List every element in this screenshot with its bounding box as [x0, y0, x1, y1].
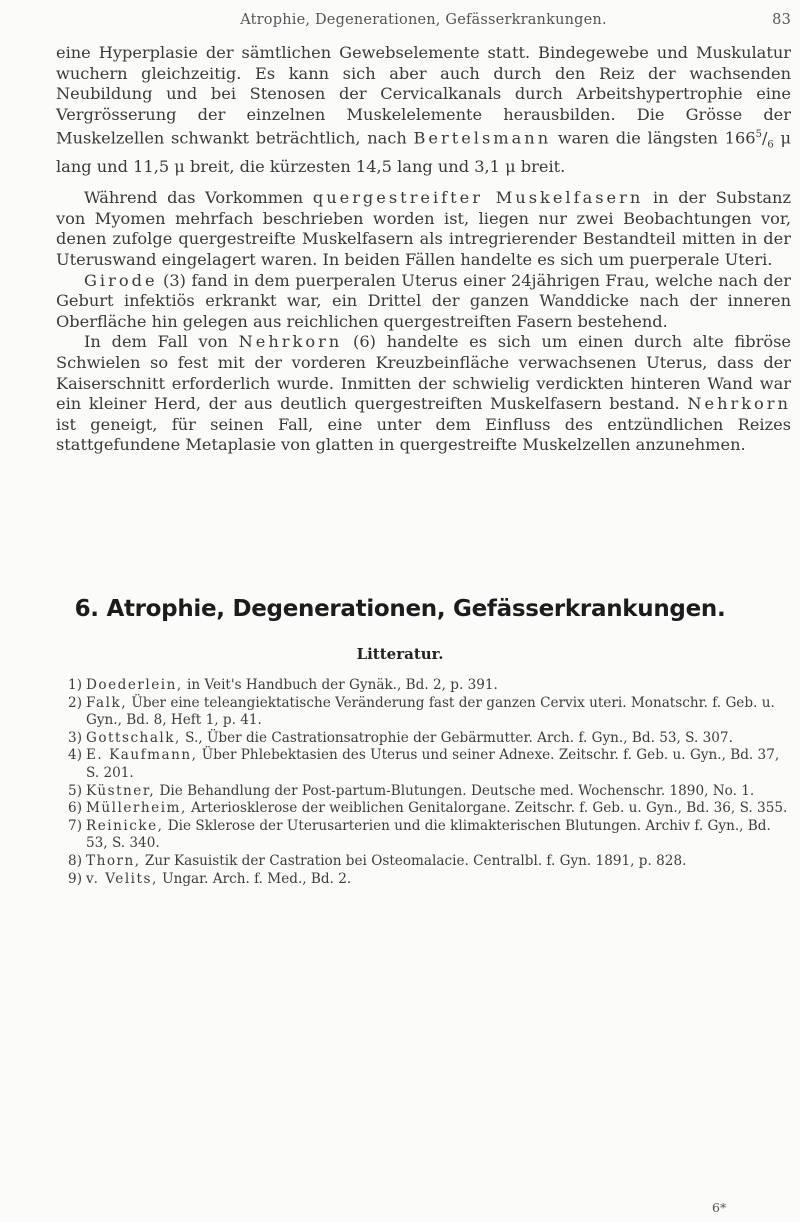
- paragraph-3: Girode (3) fand in dem puerperalen Uterus einer 24jährigen Frau, welche nach der Geburt infektiös erkrankt war, ein Drittel der ganzen Wanddicke nach der inneren Oberfläche hin gelegen aus reichlichen quergestreiften Fasern bestehend.: [56, 270, 791, 331]
- author-name: Nehrkorn: [687, 394, 791, 414]
- running-header: [56, 12, 791, 34]
- body-text: [56, 43, 791, 456]
- reference-item: 2) Falk, Über eine teleangiektatische Veränderung fast der ganzen Cervix uteri. Monatschr. f. Geb. u. Gyn., Bd. 8, Heft 1, p. 41.: [68, 694, 775, 729]
- reference-item: 5) Küstner, Die Behandlung der Post-partum-Blutungen. Deutsche med. Wochenschr. 1890, No. 1.: [68, 782, 755, 799]
- signature-mark: 6*: [712, 1200, 727, 1215]
- reference-item: 4) E. Kaufmann, Über Phlebektasien des Uterus und seiner Adnexe. Zeitschr. f. Geb. u. Gyn., Bd. 37, S. 201.: [68, 747, 780, 781]
- reference-item: 1) Doederlein, in Veit's Handbuch der Gynäk., Bd. 2, p. 391.: [68, 677, 498, 693]
- literature-heading: Litteratur.: [356, 645, 444, 663]
- section-heading: 6. Atrophie, Degenerationen, Gefässerkrankungen.: [74, 596, 726, 622]
- paragraph-4: In dem Fall von Nehrkorn (6) handelte es sich um einen durch alte fibröse Schwielen so fest mit der vorderen Kreuzbeinfläche verwachsenen Uterus, dass der Kaiserschnitt erforderlich wurde. Inmitten der schwielig verdickten hinteren Wand war ein kleiner Herd, der aus deutlich quergestreiften Muskelfasern bestand. Nehrkorn ist geneigt, für seinen Fall, eine unter dem Einfluss des entzündlichen Reizes stattgefundene Metaplasie von glatten in quergestreifte Muskelzellen anzunehmen.: [56, 332, 791, 455]
- reference-item: 6) Müllerheim, Arteriosklerose der weiblichen Genitalorgane. Zeitschr. f. Geb. u. Gyn., Bd. 36, S. 355.: [68, 800, 788, 817]
- reference-item: 8) Thorn, Zur Kasuistik der Castration bei Osteomalacie. Centralbl. f. Gyn. 1891, p. 828.: [68, 852, 687, 869]
- running-title: Atrophie, Degenerationen, Gefässerkrankungen.: [240, 12, 607, 28]
- author-name: Girode: [84, 270, 158, 290]
- emphasized-term: quergestreifter Muskelfasern: [312, 188, 644, 208]
- paragraph-2: Während das Vorkommen quergestreifter Muskelfasern in der Substanz von Myomen mehrfach beschrieben worden ist, liegen nur zwei Beobachtungen vor, denen zufolge quergestreifte Muskelfasern als intregrierender Bestandteil mitten in der Uteruswand eingelagert waren. In beiden Fällen handelte es sich um puerperale Uteri.: [56, 188, 791, 269]
- reference-item: 9) v. Velits, Ungar. Arch. f. Med., Bd. 2.: [68, 870, 352, 887]
- paragraph-1: eine Hyperplasie der sämtlichen Gewebselemente statt. Bindegewebe und Muskulatur wuchern gleichzeitig. Es kann sich aber auch durch den Reiz der wachsenden Neubildung und bei Stenosen der Cervicalkanals durch Arbeitshypertrophie eine Vergrösserung der einzelnen Muskelelemente herausbilden. Die Grösse der Muskelzellen schwankt beträchtlich, nach Bertelsmann waren die längsten $166^5/_6$ μ lang und 11,5 μ breit, die kürzesten 14,5 lang und 3,1 μ breit.: [56, 43, 791, 176]
- author-name: Nehrkorn: [238, 332, 343, 352]
- author-name: Bertelsmann: [413, 128, 552, 148]
- reference-item: 3) Gottschalk, S., Über die Castrationsatrophie der Gebärmutter. Arch. f. Gyn., Bd. 53, S. 307.: [68, 729, 733, 746]
- reference-list: [56, 677, 791, 888]
- reference-item: 7) Reinicke, Die Sklerose der Uterusarterien und die klimakterischen Blutungen. Archiv f. Gyn., Bd. 53, S. 340.: [68, 817, 771, 852]
- page-number: 83: [772, 12, 791, 28]
